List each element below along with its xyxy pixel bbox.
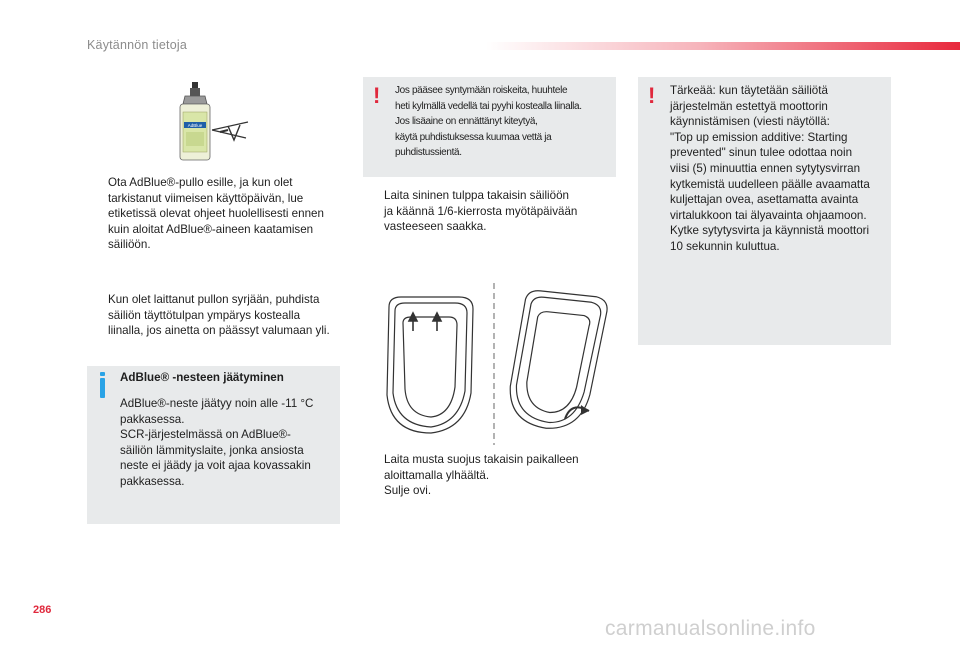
info-icon xyxy=(100,372,105,376)
step-blue-cap xyxy=(363,188,616,235)
step-close-door xyxy=(363,483,616,499)
info-box-freezing xyxy=(87,366,340,524)
step-text: Laita musta suojus takaisin paikalleen aloittamalla ylhäältä. xyxy=(384,453,579,482)
step-text: Laita sininen tulppa takaisin säiliöön ja käännä 1/6-kierrosta myötäpäivään vasteeseen saakka. xyxy=(384,189,578,234)
info-box-body: AdBlue®-neste jäätyy noin alle -11 °C pakkasessa. SCR-järjestelmässä on AdBlue®- säiliön lämmityslaite, jonka ansiosta neste ei jäädy ja voit ajaa kovassakin pakkasessa. xyxy=(120,397,314,488)
section-title: Käytännön tietoja xyxy=(87,38,188,52)
bottle-label: AdBlue xyxy=(187,123,203,128)
cover-illustration xyxy=(375,283,615,445)
warning-icon: ! xyxy=(648,83,656,108)
warning-box-text: Jos pääsee syntymään roiskeita, huuhtele heti kylmällä vedellä tai pyyhi kostealla liinalla. Jos lisäaine on ennättänyt kiteytyä, käytä puhdistuksessa kuumaa vettä ja puhdistussientä. xyxy=(395,85,582,159)
page-number: 286 xyxy=(33,604,52,616)
step-clean-filler xyxy=(87,292,347,339)
adblue-bottle-illustration xyxy=(170,82,252,166)
watermark: carmanualsonline.info xyxy=(605,617,816,640)
step-text: Kun olet laittanut pullon syrjään, puhdista säiliön täyttötulpan ympärys kostealla liinalla, jos ainetta on päässyt valumaan yli. xyxy=(108,293,330,338)
warning-box-splash xyxy=(363,77,616,177)
warning-icon: ! xyxy=(373,83,381,108)
info-icon-stem xyxy=(100,378,105,398)
warning-box-important xyxy=(638,77,891,345)
step-text: Ota AdBlue®-pullo esille, ja kun olet tarkistanut viimeisen käyttöpäivän, lue etiketissä olevat ohjeet huolellisesti ennen kuin aloitat AdBlue®-aineen kaatamisen säiliöön. xyxy=(108,176,324,252)
warning-box-text: Tärkeää: kun täytetään säiliötä järjestelmän estettyä moottorin käynnistämisen (viesti näytöllä: "Top up emission additive: Starting prevented" sinun tulee odottaa noin viisi (5) minuuttia ennen sytytysvirran kytkemistä uudelleen päälle avaamatta kuljettajan ovea, asettamatta avainta virtalukkoon tai älyavainta ohjaamoon. Kytke sytytysvirta ja käynnistä moottori 10 sekunnin kuluttua. xyxy=(670,84,870,253)
step-text: Sulje ovi. xyxy=(384,484,432,497)
step-black-cover xyxy=(363,452,616,483)
header-accent-bar xyxy=(486,42,960,50)
step-take-bottle xyxy=(87,175,347,253)
info-box-title: AdBlue® -nesteen jäätyminen xyxy=(120,371,284,384)
